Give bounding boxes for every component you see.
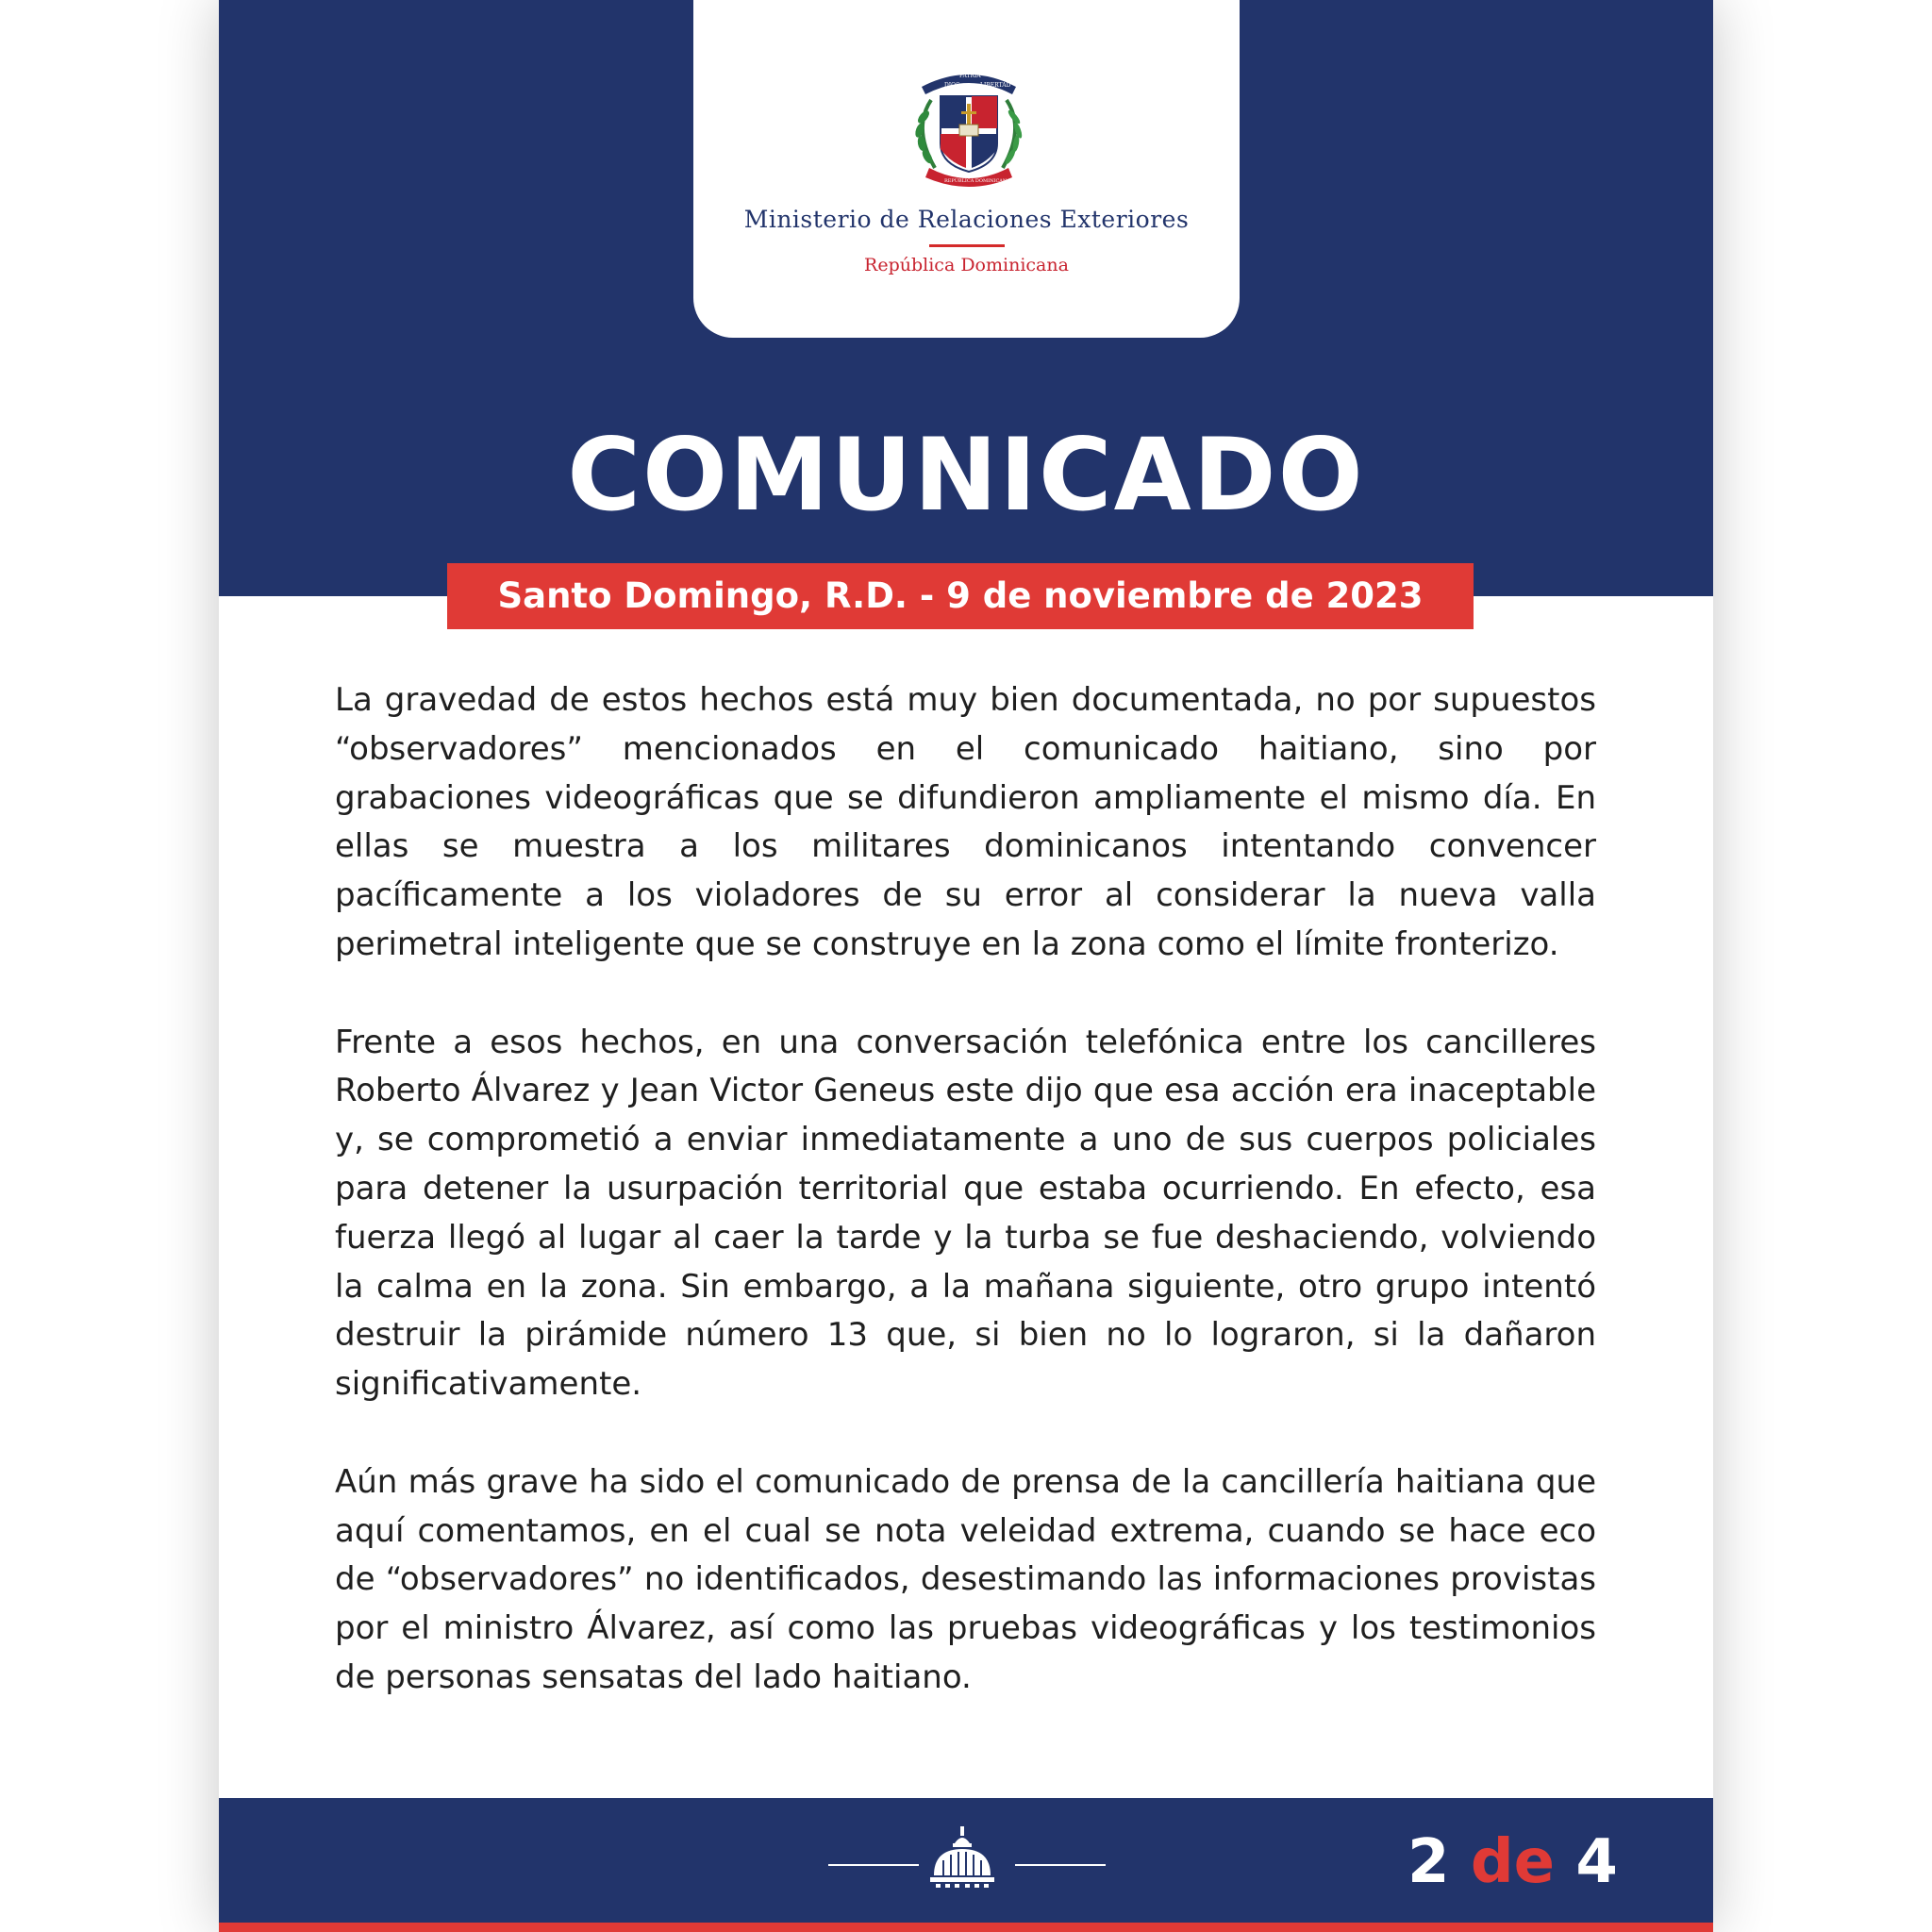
document-title: COMUNICADO <box>567 417 1365 533</box>
page-separator: de <box>1470 1827 1556 1897</box>
communique-page <box>219 0 1713 1932</box>
page-current: 2 <box>1407 1827 1450 1897</box>
logo-card <box>693 0 1240 338</box>
footer-red-stripe <box>219 1923 1713 1932</box>
ministry-divider <box>929 244 1005 247</box>
page-counter <box>1407 1824 1618 1900</box>
footer-divider-left <box>828 1864 919 1866</box>
svg-text:REPÚBLICA DOMINICANA: REPÚBLICA DOMINICANA <box>944 178 1010 184</box>
footer-band <box>219 1798 1713 1926</box>
coat-of-arms-icon <box>903 62 1035 194</box>
country-name: República Dominicana <box>864 255 1069 275</box>
body-paragraph: La gravedad de estos hechos está muy bien documentada, no por supuestos “observadores” mencionados en el comunicado haitiano, sino por grabaciones videográficas que se difundieron ampliamente el mismo día. En ellas se muestra a los militares dominicanos intentando convencer pacíficamente a los violadores de su error al considerar la nueva valla perimetral inteligente que se construye en la zona como el límite fronterizo. <box>335 681 1596 963</box>
body-paragraph: Aún más grave ha sido el comunicado de prensa de la cancillería haitiana que aquí comentamos, en el cual se nota veleidad extrema, cuando se hace eco de “observadores” no identificados, desestimando las informaciones provistas por el ministro Álvarez, así como las pruebas videográficas y los testimonios de personas sensatas del lado haitiano. <box>335 1462 1596 1696</box>
svg-text:PATRIA: PATRIA <box>959 73 981 79</box>
communique-body <box>335 676 1596 1703</box>
svg-text:LIBERTAD: LIBERTAD <box>980 82 1011 89</box>
ministry-name: Ministerio de Relaciones Exteriores <box>743 206 1190 233</box>
page-total: 4 <box>1575 1827 1618 1897</box>
dateline-ribbon: Santo Domingo, R.D. - 9 de noviembre de 2023 <box>447 563 1474 629</box>
capitol-dome-icon <box>926 1823 998 1894</box>
footer-divider-right <box>1015 1864 1106 1866</box>
body-paragraph: Frente a esos hechos, en una conversación telefónica entre los cancilleres Roberto Álvarez y Jean Victor Geneus este dijo que esa acción era inaceptable y, se comprometió a enviar inmediatamente a uno de sus cuerpos policiales para detener la usurpación territorial que estaba ocurriendo. En efecto, esa fuerza llegó al lugar al caer la tarde y la turba se fue deshaciendo, volviendo la calma en la zona. Sin embargo, a la mañana siguiente, otro grupo intentó destruir la pirámide número 13 que, si bien no lo lograron, si la dañaron significativamente. <box>335 1023 1596 1404</box>
svg-text:DIOS: DIOS <box>944 82 960 89</box>
header-band <box>219 0 1713 596</box>
